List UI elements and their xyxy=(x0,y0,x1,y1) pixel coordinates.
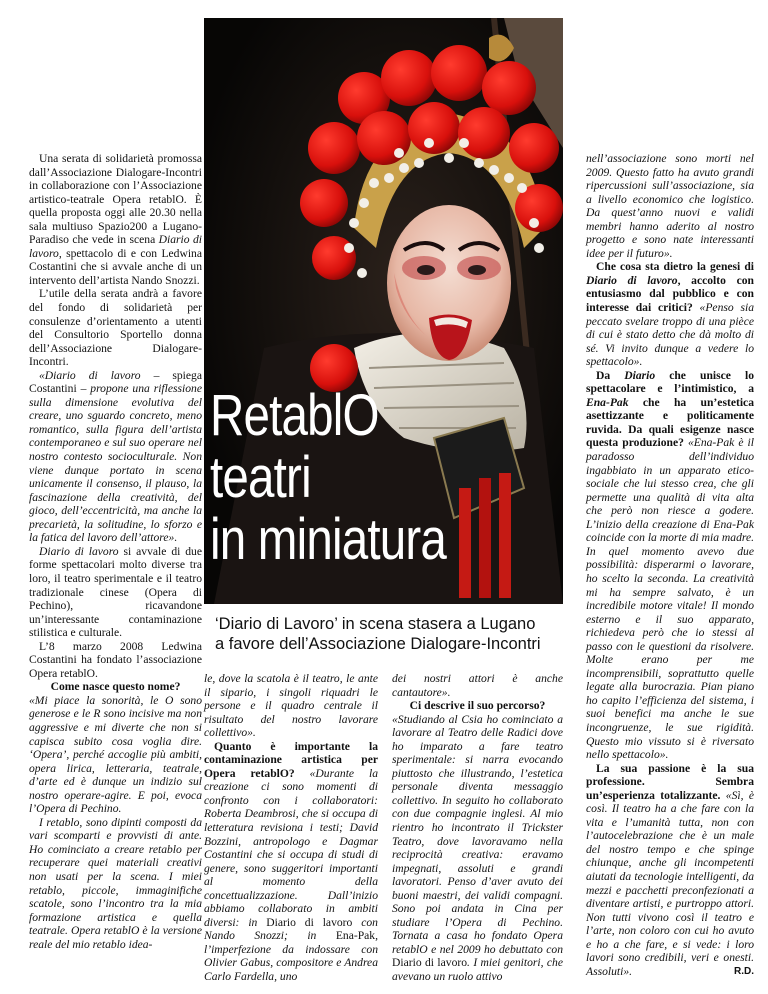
interview-question-paragraph: La sua passione è la sua professione. Sembra un’esperienza totalizzante. «Sì, è così. Il teatro ha a che fare con la vita e l’umanità tutta, non con l’autocelebrazione che è un male del nostro tempo e che spinge chiunque, anche gli incompetenti aiutati da tecnologie intelligenti, da mezzi e pacchetti preconfezionati a diventare artisti, e purtroppo attori. Non tutti vivono così il teatro e l’arte, non coloro con cui ho avuto e ho a che fare, e si vede: i loro lavori sono credibili, veri e onesti. Assoluti». R.D. xyxy=(586,761,754,978)
interview-answer: I retablo, sono dipinti composti da vari scomparti e provvisti di ante. Ho cominciato a creare retablo per recuperare quei materiali creativi non usati per la scena. I miei retablo, piccole, immaginifiche scatole, sono l’incontro tra la mia formazione artistica e quella teatrale. Opera retablO è la versione reale del mio retablo idea- xyxy=(29,815,202,951)
article-column-4 xyxy=(586,152,754,978)
interview-answer: le, dove la scatola è il teatro, le ante il sipario, i singoli riquadri le persone e il quadro centrale il risultato del nostro lavorare collettivo». xyxy=(204,672,378,740)
headline-line-3: in miniatura xyxy=(210,507,447,572)
subheadline xyxy=(215,614,560,654)
interview-question: Come nasce questo nome? xyxy=(50,680,181,694)
paragraph: Una serata di solidarietà promossa dall’Associazione Dialogare-Incontri in collaborazione con l’Associazione artistico-teatrale Opera retablO. È quella proposta oggi alle 20.30 nella sala multiuso Spazio200 a Lugano-Paradiso che vede in scena Diario di lavoro, spettacolo di e con Ledwina Costantini che si avvale anche di un intervento dell’artista Nando Snozzi. xyxy=(29,152,202,287)
article-column-2 xyxy=(204,672,378,984)
quote-paragraph: «Diario di lavoro – spiega Costantini – propone una riflessione sulla dimensione evolutiva del creare, uno sguardo concreto, meno romantico, sulla figura dell’artista contemporaneo e sul suo operare nel nostro contesto socioculturale. Non viene dunque portato in scena unicamente il consenso, il plauso, la fascinazione della creatività, del gioco, dell’eccentricità, ma anche la precarietà, la solitudine, lo sforzo e la fatica del lavoro dell’attore». xyxy=(29,368,202,545)
paragraph: L’utile della serata andrà a favore del fondo di solidarietà per consulenze d’orientamento a utenti del Consultorio Sportello donna dell’Associazione Dialogare-Incontri. xyxy=(29,287,202,369)
interview-question-paragraph: Quanto è importante la contaminazione artistica per Opera retablO? «Durante la creazione ci sono momenti di confronto con i collaboratori: Roberta Deambrosi, che si occupa di letteratura revisiona i testi; David Bozzini, antropologo e Dagmar Costantini che si occupa di studi di genere, sono suggeritori importanti al momento della concettualizzazione. Dall’inizio abbiamo collaborato in ambiti diversi: in Diario di lavoro con Nando Snozzi; in Ena-Pak, l’imperfezione da indossare con Olivier Gabus, compositore e Andrea Carlo Fardella, uno xyxy=(204,739,378,984)
paragraph: Diario di lavoro si avvale di due forme spettacolari molto diverse tra loro, il teatro sperimentale e il teatro tradizionale cinese (Opera di Pechino), ricavandone un’interessante contaminazione stilistica e culturale. xyxy=(29,544,202,640)
article-column-1 xyxy=(29,152,202,951)
author-signature: R.D. xyxy=(734,965,754,977)
red-tassel xyxy=(479,478,491,598)
interview-answer: «Studiando al Csia ho cominciato a lavorare al Teatro delle Radici dove ho imparato a fare teatro sperimentale: si narra evocando piuttosto che illustrando, l’estetica personale diventa messaggio collettivo. In seguito ho collaborato con due compagnie inglesi. Al mio rientro ho incontrato il Trickster Teatro, dove lavoravamo nella reciprocità creativa: eravamo impegnati, assoluti e grandi lavoratori. Penso d’aver avuto dei buoni maestri, dei validi compagni. Sono poi andata in Cina per studiare l’Opera di Pechino. Tornata a casa ho fondato Opera retablO e nel 2009 ho debuttato con Diario di lavoro. I miei genitori, che avevano un ruolo attivo xyxy=(392,712,563,984)
subheadline-line-2: a favore dell’Associazione Dialogare-Incontri xyxy=(215,635,541,653)
interview-question: Ci descrive il suo percorso? xyxy=(409,699,546,713)
subheadline-line-1: ‘Diario di Lavoro’ in scena stasera a Lugano xyxy=(215,615,536,633)
interview-answer: dei nostri attori è anche cantautore». xyxy=(392,672,563,699)
red-tassel xyxy=(459,488,471,598)
interview-answer: «Mi piace la sonorità, le O sono generose e le R sono incisive ma non aggressive e mi diverte che non si capisca subito cosa voglia dire. ‘Opera’, perché accoglie più ambiti, opera lirica, letteraria, teatrale, d’arte ed è dunque un indizio sul nostro operare-agire. E poi, evoca l’Opera di Pechino. xyxy=(29,693,202,816)
paragraph: L’8 marzo 2008 Ledwina Costantini ha fondato l’associazione Opera retablO. xyxy=(29,639,202,680)
headline-line-1: RetablO xyxy=(210,383,379,448)
interview-answer: nell’associazione sono morti nel 2009. Questo fatto ha avuto grandi ripercussioni sull’associazione, sia a livello economico che logistico. Da quest’anno nuovi e validi membri hanno aderito al nostro progetto e sono nate interessanti idee per il futuro». xyxy=(586,152,754,260)
interview-question-paragraph: Da Diario che unisce lo spettacolare e l’intimistico, a Ena-Pak che ha un’estetica asettizzante e politicamente ruvida. Da quali esigenze nasce questa produzione? «Ena-Pak è il paradosso dell’individuo ingabbiato in un apparato etico-sociale che lui stesso crea, che gli permette una qualità di vita alta che però non riesce a godere. L’inizio della creazione di Ena-Pak coincide con la morte di mia madre. In quel momento avevo due possibilità: disperarmi o lavorare, ho scelto la seconda. La creatività mi ha sempre salvato, è un incredibile motore vitale! Il mondo esterno e il suo apparato, richiedeva però che io stessi al passo con le questioni da risolvere. Molte erano per me incomprensibili, soprattutto quelle legate alla burocrazia. Pian piano ho capito l’efficienza del sistema, i suoi benefici ma anche le sue incongruenze, le sue rigidità. Questo mio vissuto si è riversato nello spettacolo». xyxy=(586,368,754,762)
headline-line-2: teatri xyxy=(210,445,311,510)
red-tassel xyxy=(499,473,511,598)
eye-right xyxy=(468,265,486,275)
headline xyxy=(210,385,446,571)
article-column-3 xyxy=(392,672,563,984)
interview-question-paragraph: Che cosa sta dietro la genesi di Diario di lavoro, accolto con entusiasmo dal pubblico e con interesse dai critici? «Penso sia peccato svelare troppo di una pièce di cui è stato detto che dà molto di sé. Vi invito dunque a vedere lo spettacolo». xyxy=(586,260,754,369)
eye-left xyxy=(417,265,435,275)
